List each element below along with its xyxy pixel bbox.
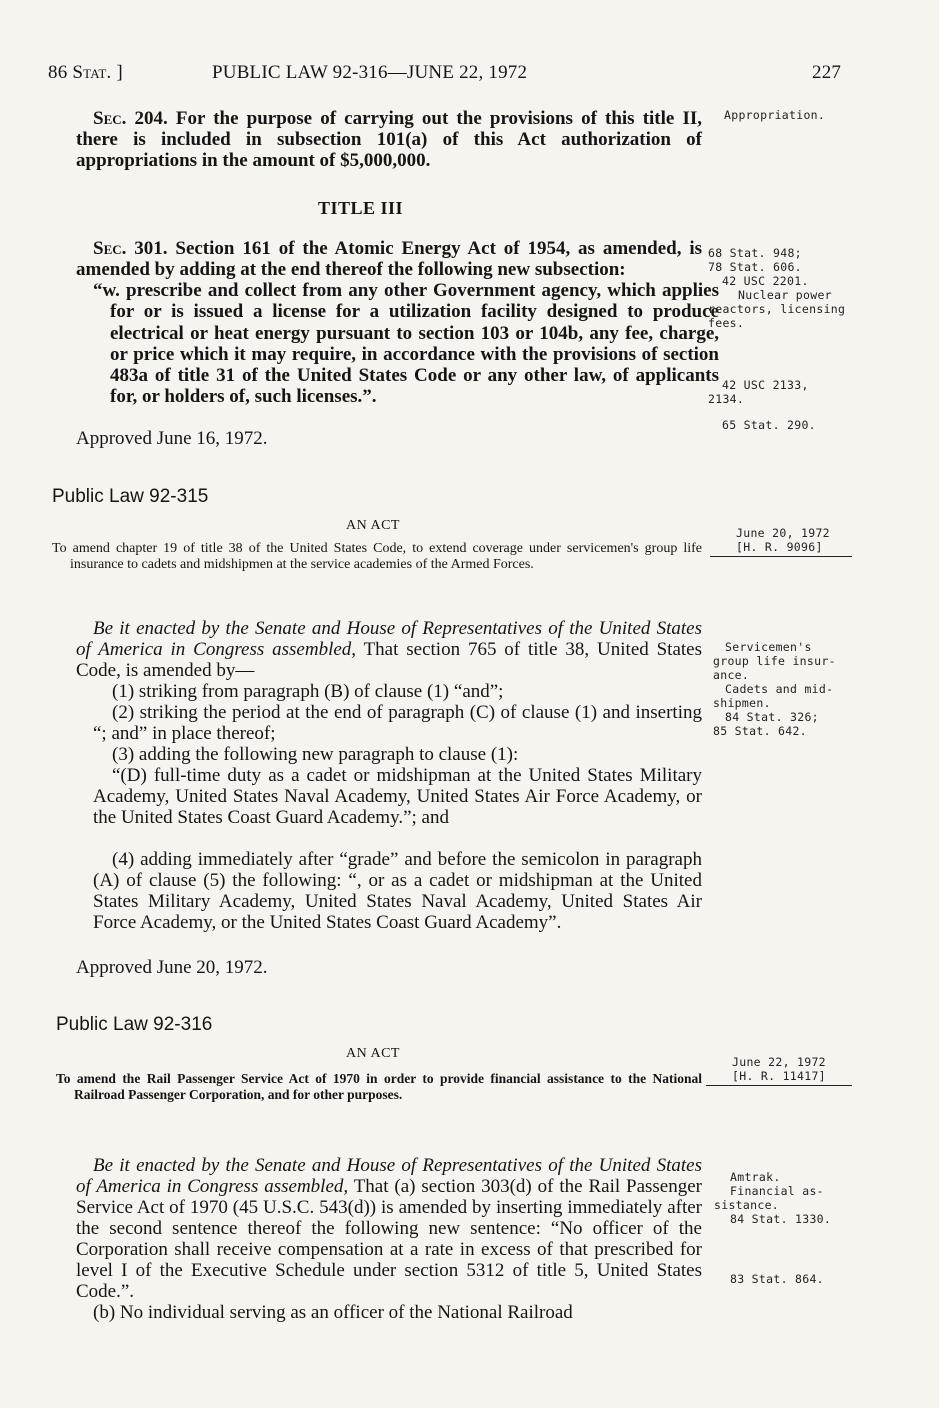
enactment-date-316: June 22, 1972 (732, 1055, 826, 1069)
item-1-315: (1) striking from paragraph (B) of clause (1) “and”; (112, 681, 504, 702)
header-volume: 86 Stat. ] (48, 62, 123, 83)
approved-june-16: Approved June 16, 1972. (76, 428, 268, 449)
sec-204-label: Sec. 204. (93, 108, 168, 129)
side-rule-316 (706, 1085, 852, 1086)
bill-number-315: [H. R. 9096] (736, 540, 823, 554)
enacting-clause-316: Be it enacted by the Senate and House of Representatives of the United States of America in Congress assembled, That (a) section 303(d) of the Rail Passenger Service Act of 1970 (45 U.S.C. 543(d)) is amended by inserting immediately after the second sentence thereof the following new sentence: “No officer of the Corporation shall receive compensation at a rate in excess of that prescribed for level I of the Executive Schedule under section 5312 of title 5, United States Code.”. (76, 1155, 702, 1302)
sec-301-text: Section 161 of the Atomic Energy Act of 1954, as amended, is amended by adding at the end thereof the following new subsection: (76, 238, 702, 280)
sec-301-label: Sec. 301. (93, 238, 168, 259)
header-title: PUBLIC LAW 92-316—JUNE 22, 1972 (212, 62, 528, 83)
bill-number-316: [H. R. 11417] (732, 1069, 826, 1083)
item-3-quote-315: “(D) full-time duty as a cadet or midshipman at the United States Military Academy, United States Naval Academy, United States Air Force Academy, or the United States Coast Guard Academy.”; and (93, 765, 702, 828)
sec-204 (76, 108, 702, 171)
an-act-label-316: AN ACT (346, 1046, 400, 1061)
an-act-label-315: AN ACT (346, 518, 400, 533)
item-b-316: (b) No individual serving as an officer of the National Railroad (93, 1302, 573, 1323)
page-number: 227 (812, 62, 842, 83)
public-law-92-316-title: Public Law 92-316 (56, 1014, 213, 1035)
public-law-92-315-title: Public Law 92-315 (52, 486, 209, 507)
enactment-date-315: June 20, 1972 (736, 526, 830, 540)
approved-june-20: Approved June 20, 1972. (76, 957, 268, 978)
item-2-315: (2) striking the period at the end of paragraph (C) of clause (1) and inserting “; and” in place thereof; (93, 702, 702, 744)
margin-note-83-stat: 83 Stat. 864. (730, 1272, 824, 1286)
side-rule-315 (710, 556, 852, 557)
margin-notes-315: Servicemen's group life insur- ance. Cadets and mid- shipmen. 84 Stat. 326; 85 Stat. 642. (713, 640, 836, 738)
title-iii-heading: TITLE III (318, 198, 404, 218)
act-purpose-316: To amend the Rail Passenger Service Act of 1970 in order to provide financial assistance to the National Railroad Passenger Corporation, and for other purposes. (56, 1071, 702, 1102)
margin-notes-316: Amtrak. Financial as- sistance. 84 Stat. 1330. (714, 1170, 832, 1226)
sec-301 (76, 238, 702, 280)
subsection-w-quote: “w. prescribe and collect from any other Government agency, which applies for or is issued a license for a utilization facility designed to produce electrical or heat energy pursuant to section 103 or 104b, any fee, charge, or price which it may require, in accordance with the provisions of section 483a of title 31 of the United States Code or any other law, of applicants for, or holders of, such licenses.”. (93, 280, 719, 408)
margin-note-appropriation: Appropriation. (724, 108, 826, 122)
margin-notes-title-iii: 68 Stat. 948; 78 Stat. 606. 42 USC 2201. Nuclear power reactors, licensing fees. 42 USC 2133, 2134. 65 Stat. 290. (708, 246, 846, 432)
enacting-clause-315: Be it enacted by the Senate and House of Representatives of the United States of America in Congress assembled, That section 765 of title 38, United States Code, is amended by— (76, 618, 702, 681)
sec-204-text: For the purpose of carrying out the provisions of this title II, there is included in subsection 101(a) of this Act authorization of appropriations in the amount of $5,000,000. (76, 108, 702, 171)
item-4-315: (4) adding immediately after “grade” and before the semicolon in paragraph (A) of clause (5) the following: “, or as a cadet or midshipman at the United States Military Academy, United States Naval Academy, United States Air Force Academy, or the United States Coast Guard Academy”. (93, 849, 702, 933)
act-purpose-315: To amend chapter 19 of title 38 of the United States Code, to extend coverage under servicemen's group life insurance to cadets and midshipmen at the service academies of the Armed Forces. (52, 541, 702, 572)
item-3-315: (3) adding the following new paragraph to clause (1): (112, 744, 519, 765)
